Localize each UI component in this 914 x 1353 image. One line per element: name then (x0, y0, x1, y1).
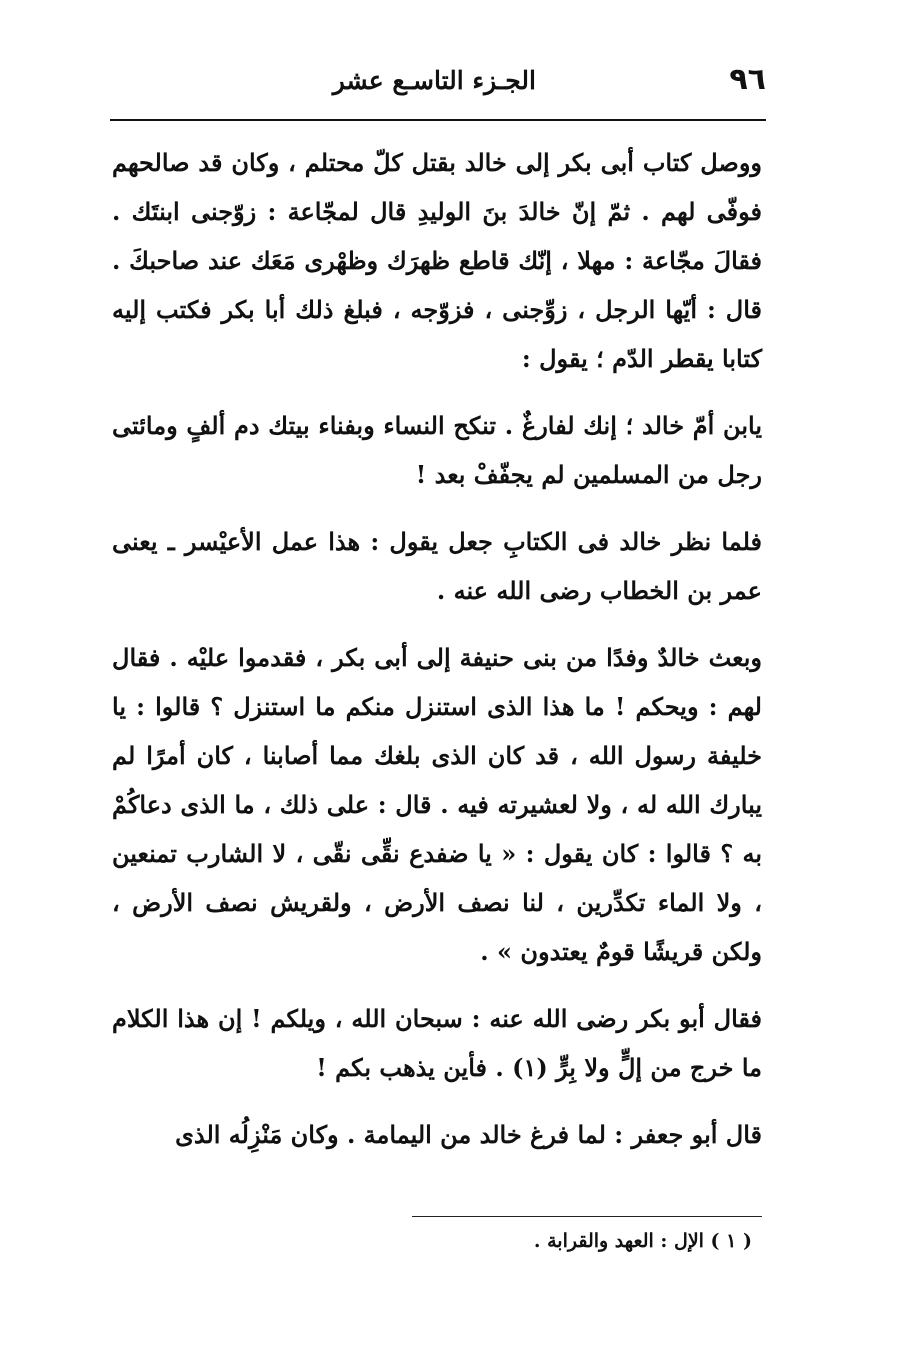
paragraph-gap (112, 615, 762, 633)
paragraph: فلما نظر خالد فى الكتابِ جعل يقول : هذا عمل الأعيْسر ـ يعنى عمر بن الخطاب رضى الله عنه . (112, 527, 762, 605)
page-header (110, 62, 766, 106)
footnote-rule (412, 1216, 762, 1217)
paragraph-gap (112, 383, 762, 401)
footnote: ( ١ ) الإل : العهد والقرابة . (533, 1230, 752, 1252)
running-title: الجـزء التاسـع عشر (332, 66, 536, 95)
body-text (112, 138, 762, 1159)
paragraph: يابن أمّ خالد ؛ إنك لفارغٌ . تنكح النساء وبفناء بيتك دم ألفٍ ومائتى رجل من المسلمين لم يجفّفْ بعد ! (112, 411, 762, 489)
paragraph: فقال أبو بكر رضى الله عنه : سبحان الله ، ويلكم ! إن هذا الكلام ما خرج من إلٍّ ولا بِرٍّ (١) . فأين يذهب بكم ! (112, 1004, 762, 1082)
paragraph: ووصل كتاب أبى بكر إلى خالد بقتل كلّ محتلم ، وكان قد صالحهم فوفّى لهم . ثمّ إنّ خالدَ بنَ الوليدِ قال لمجّاعة : زوّجنى ابنتَك . فقالَ مجّاعة : مهلا ، إنّك قاطع ظهرَك وظهْرى مَعَك عند صاحبكَ . قال : أيّها الرجل ، زوِّجنى ، فزوّجه ، فبلغ ذلك أبا بكر فكتب إليه كتابا يقطر الدّم ؛ يقول : (112, 148, 762, 373)
paragraph-gap (112, 1092, 762, 1110)
paragraph-gap (112, 976, 762, 994)
page-number: ٩٦ (729, 62, 766, 97)
paragraph-gap (112, 499, 762, 517)
paragraph: وبعث خالدٌ وفدًا من بنى حنيفة إلى أبى بكر ، فقدموا عليْه . فقال لهم : ويحكم ! ما هذا الذى استنزل منكم ما استنزل ؟ قالوا : يا خليفة رسول الله ، قد كان الذى بلغك مما أصابنا ، كان أمرًا لم يبارك الله له ، ولا لعشيرته فيه . قال : على ذلك ، ما الذى دعاكُمْ به ؟ قالوا : كان يقول : « يا ضفدع نقِّى نقّى ، لا الشارب تمنعين ، ولا الماء تكدِّرين ، لنا نصف الأرض ، ولقريش نصف الأرض ، ولكن قريشًا قومٌ يعتدون » . (112, 643, 762, 966)
header-rule (110, 119, 766, 121)
paragraph: قال أبو جعفر : لما فرغ خالد من اليمامة . وكان مَنْزِلُه الذى (175, 1120, 762, 1149)
